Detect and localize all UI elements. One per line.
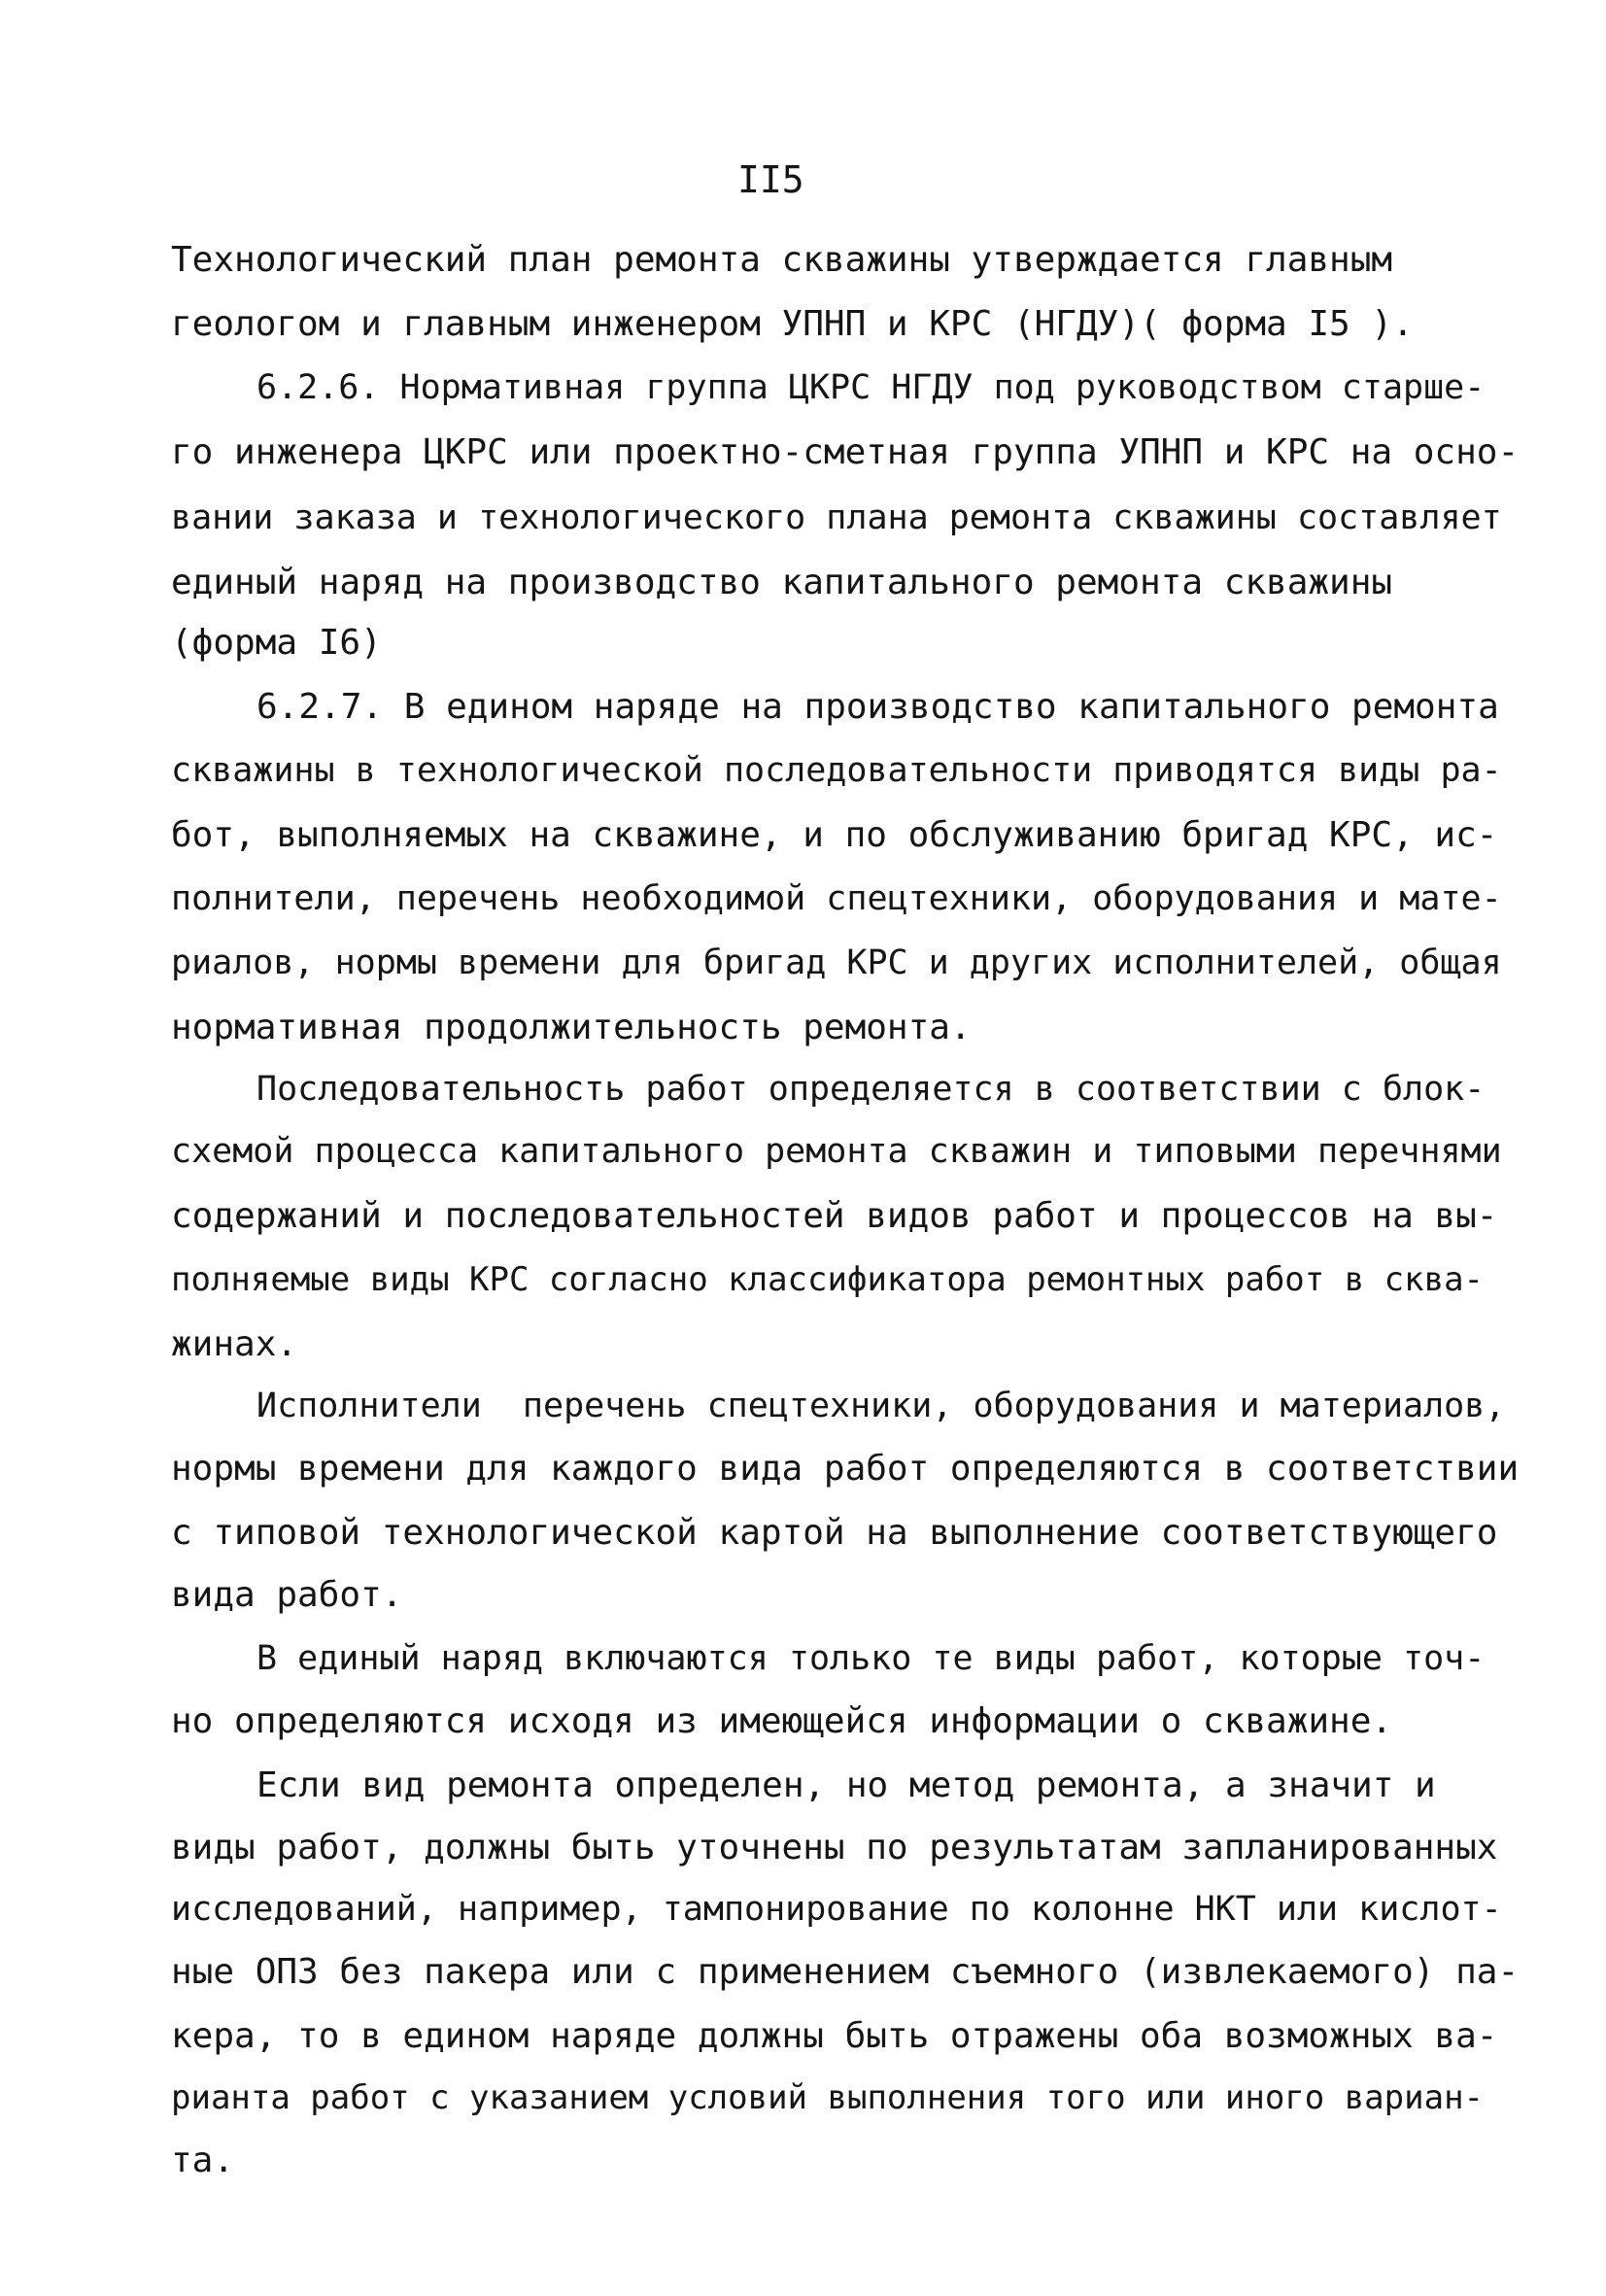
text-line: 6.2.7. В едином наряде на производство капитального ремонта [256,687,1499,727]
text-line: нормы времени для каждого вида работ определяются в соответствии [171,1449,1520,1489]
text-line: жинах. [171,1324,298,1364]
text-line: скважины в технологической последовательности приводятся виды ра- [171,751,1502,790]
text-line: Исполнители перечень спецтехники, оборудования и материалов, [256,1387,1506,1425]
text-line: рианта работ с указанием условий выполнения того или иного вариан- [171,2078,1485,2117]
text-line: бот, выполняемых на скважине, и по обслуживанию бригад КРС, ис- [171,815,1498,855]
text-line: вании заказа и технологического плана ремонта скважины составляет [171,498,1502,537]
text-line: нормативная продолжительность ремонта. [171,1008,972,1047]
text-line: но определяются исходя из имеющейся информации о скважине. [171,1701,1393,1741]
text-line: исследований, например, тампонирование по колонне НКТ или кислот- [171,1890,1502,1929]
text-line: с типовой технологической картой на выполнение соответствующего [171,1513,1498,1553]
text-line: 6.2.6. Нормативная группа ЦКРС НГДУ под руководством старше- [256,368,1486,407]
text-line: (форма I6) [171,623,382,663]
text-line: ные ОПЗ без пакера или с применением съемного (извлекаемого) па- [171,1952,1520,1992]
text-line: полнители, перечень необходимой спецтехники, оборудования и мате- [171,879,1502,918]
text-line: единый наряд на производство капитального ремонта скважины [171,563,1393,602]
page-number: II5 [737,158,804,201]
text-line: геологом и главным инженером УПНП и КРС (НГДУ)( форма I5 ). [171,304,1414,344]
text-line: та. [171,2141,235,2180]
text-line: Последовательность работ определяется в соответствии с блок- [256,1070,1486,1109]
text-line: В единый наряд включаются только те виды работ, которые точ- [256,1639,1486,1678]
text-line: вида работ. [171,1575,403,1615]
text-line: схемой процесса капитального ремонта скважин и типовыми перечнями [171,1132,1502,1171]
text-line: Если вид ремонта определен, но метод ремонта, а значит и [256,1765,1436,1805]
text-line: Технологический план ремонта скважины утверждается главным [171,240,1393,280]
text-line: риалов, нормы времени для бригад КРС и других исполнителей, общая [171,943,1502,982]
text-line: кера, то в едином наряде должны быть отражены оба возможных ва- [171,2016,1498,2056]
text-line: го инженера ЦКРС или проектно-сметная группа УПНП и КРС на осно- [171,432,1520,472]
text-line: виды работ, должны быть уточнены по результатам запланированных [171,1828,1498,1868]
text-line: содержаний и последовательностей видов работ и процессов на вы- [171,1196,1498,1236]
text-line: полняемые виды КРС согласно классификатора ремонтных работ в сква- [171,1260,1485,1299]
